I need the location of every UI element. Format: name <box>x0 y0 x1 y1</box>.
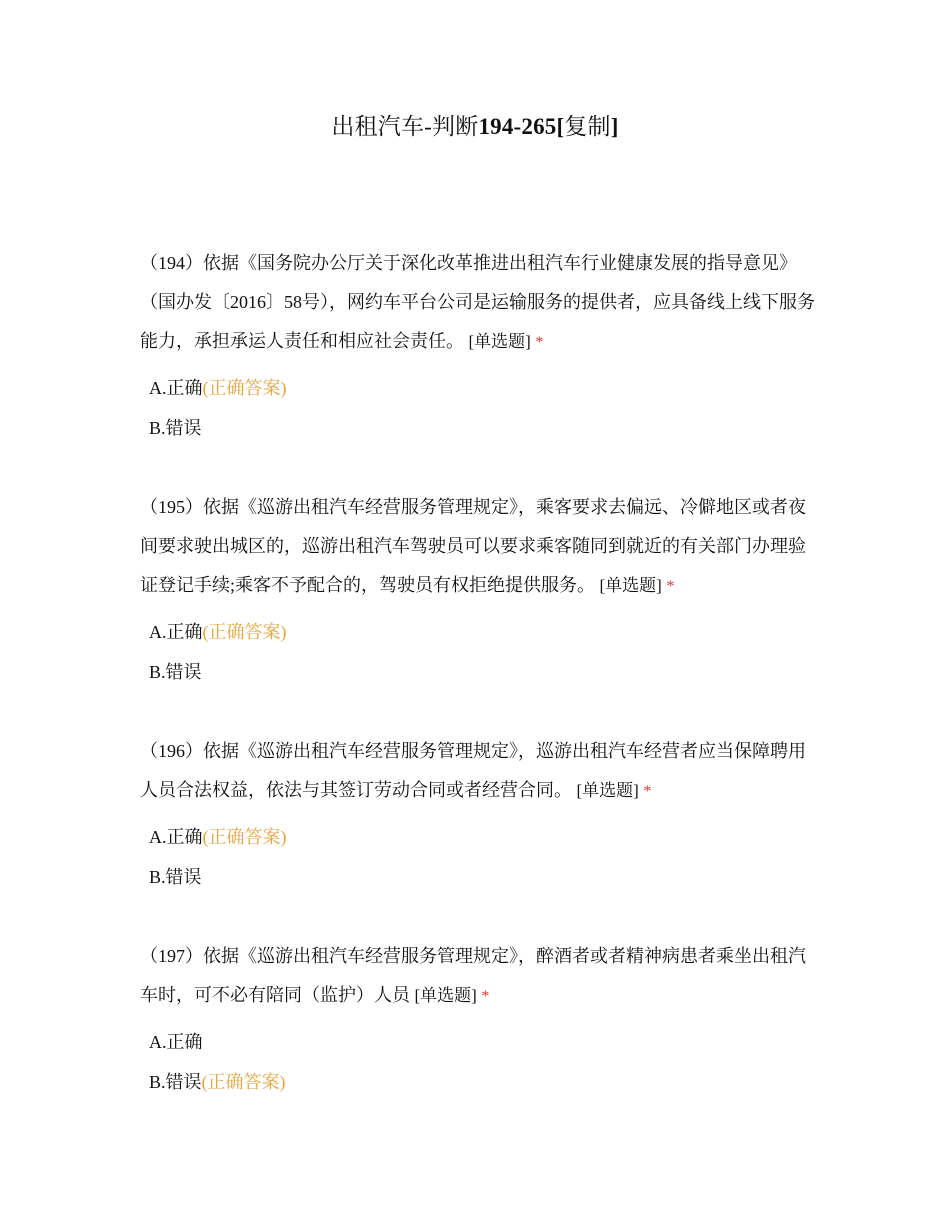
option-list <box>140 368 820 448</box>
option-a <box>140 817 820 857</box>
question-197 <box>140 937 820 1102</box>
correct-answer-tag: (正确答案) <box>202 378 287 398</box>
option-label: B.错误 <box>149 662 202 682</box>
option-label: B.错误 <box>149 867 202 887</box>
title-suffix: ] <box>610 114 619 139</box>
option-list <box>140 1022 820 1102</box>
option-label: A.正确 <box>149 378 203 398</box>
title-range: 194-265[ <box>478 114 565 139</box>
option-label: A.正确 <box>149 622 203 642</box>
option-b <box>140 857 820 897</box>
question-194 <box>140 244 820 448</box>
option-list <box>140 612 820 692</box>
option-a <box>140 368 820 408</box>
option-label: B.错误 <box>149 1072 202 1092</box>
option-a <box>140 612 820 652</box>
question-text <box>140 244 820 362</box>
correct-answer-tag: (正确答案) <box>202 622 287 642</box>
question-type: [单选题] <box>468 332 531 351</box>
question-text <box>140 488 820 606</box>
question-195 <box>140 488 820 692</box>
correct-answer-tag: (正确答案) <box>201 1072 286 1092</box>
option-label: B.错误 <box>149 418 202 438</box>
option-list <box>140 817 820 897</box>
required-star: * <box>535 334 544 351</box>
title-copy: 复制 <box>564 114 611 139</box>
option-a <box>140 1022 820 1062</box>
option-b <box>140 652 820 692</box>
question-type: [单选题] <box>414 986 477 1005</box>
question-list <box>140 244 820 1142</box>
required-star: * <box>666 578 675 595</box>
question-body: （196）依据《巡游出租汽车经营服务管理规定》，巡游出租汽车经营者应当保障聘用人员合法权益，依法与其签订劳动合同或者经营合同。 <box>140 741 806 800</box>
question-196 <box>140 732 820 897</box>
option-label: A.正确 <box>149 1032 203 1052</box>
option-b <box>140 408 820 448</box>
question-type: [单选题] <box>599 576 662 595</box>
option-label: A.正确 <box>149 827 203 847</box>
question-type: [单选题] <box>576 781 639 800</box>
question-text <box>140 937 820 1016</box>
option-b <box>140 1062 820 1102</box>
title-prefix: 出租汽车-判断 <box>331 114 479 139</box>
question-body: （197）依据《巡游出租汽车经营服务管理规定》，醉酒者或者精神病患者乘坐出租汽车时，可不必有陪同（监护）人员 <box>140 946 806 1005</box>
document-title <box>0 112 950 142</box>
question-body: （195）依据《巡游出租汽车经营服务管理规定》，乘客要求去偏远、冷僻地区或者夜间要求驶出城区的，巡游出租汽车驾驶员可以要求乘客随同到就近的有关部门办理验证登记手续;乘客不予配合的，驾驶员有权拒绝提供服务。 <box>140 497 806 595</box>
question-text <box>140 732 820 811</box>
question-body: （194）依据《国务院办公厅关于深化改革推进出租汽车行业健康发展的指导意见》（国办发〔2016〕58号），网约车平台公司是运输服务的提供者，应具备线上线下服务能力，承担承运人责任和相应社会责任。 <box>140 253 815 351</box>
required-star: * <box>481 988 490 1005</box>
required-star: * <box>643 783 652 800</box>
correct-answer-tag: (正确答案) <box>202 827 287 847</box>
